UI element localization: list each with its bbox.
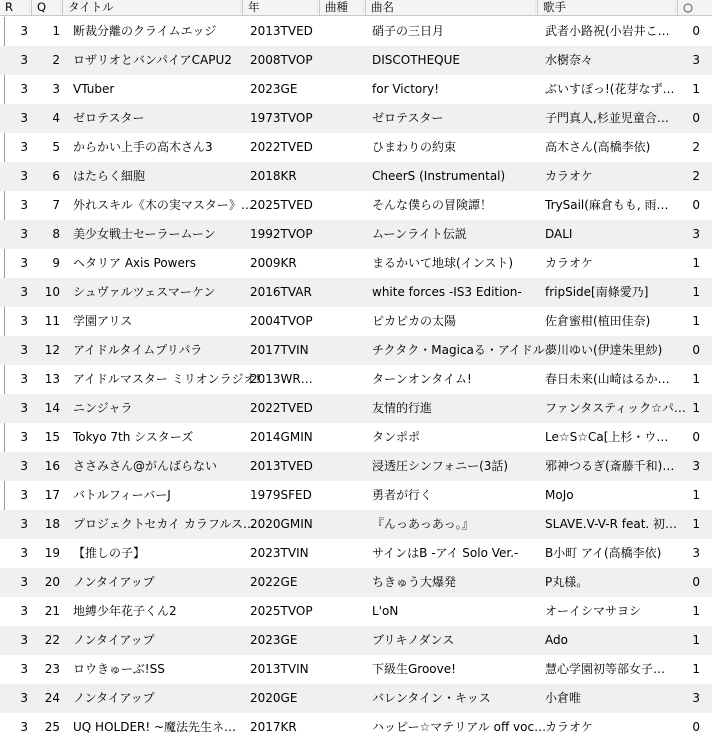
cell-title: アイドルマスター ミリオンラジオ! <box>73 372 261 386</box>
cell-r: 3 <box>20 430 28 444</box>
cell-mark: 1 <box>692 285 700 299</box>
table-row[interactable] <box>0 394 712 423</box>
cell-mark: 3 <box>692 691 700 705</box>
cell-singer: Le☆S☆Ca[上杉・ウ… <box>545 430 669 444</box>
cell-singer: TrySail(麻倉もも, 雨… <box>545 198 669 212</box>
cell-kind <box>324 626 364 655</box>
cell-singer: 慧心学園初等部女子… <box>545 662 666 676</box>
cell-r: 3 <box>20 720 28 734</box>
cell-kind <box>324 481 364 510</box>
cell-year: 1992TVOP <box>250 227 313 241</box>
cell-year: 2017KR <box>250 720 297 734</box>
cell-song: 友情的行進 <box>372 401 433 415</box>
cell-q: 16 <box>44 459 60 473</box>
cell-q: 14 <box>44 401 60 415</box>
table-row[interactable] <box>0 626 712 655</box>
table-row[interactable] <box>0 278 712 307</box>
cell-singer: 武者小路祝(小岩井こ… <box>545 24 670 38</box>
table-row[interactable] <box>0 46 712 75</box>
cell-q: 12 <box>44 343 60 357</box>
cell-title: からかい上手の高木さん3 <box>73 140 213 154</box>
cell-song: CheerS (Instrumental) <box>372 169 506 183</box>
column-header-singer[interactable]: 歌手 <box>538 0 678 16</box>
cell-mark: 1 <box>692 401 700 415</box>
cell-q: 13 <box>44 372 60 386</box>
cell-singer: 子門真人,杉並児童合… <box>545 111 669 125</box>
cell-title: 学園アリス <box>73 314 133 328</box>
cell-mark: 2 <box>692 140 700 154</box>
cell-title: ささみさん@がんばらない <box>73 459 218 473</box>
cell-singer: DALI <box>545 227 573 241</box>
cell-r: 3 <box>20 633 28 647</box>
cell-kind <box>324 684 364 713</box>
cell-singer: 高木さん(高橋李依) <box>545 140 651 154</box>
cell-year: 2017TVIN <box>250 343 309 357</box>
cell-song: サインはB -アイ Solo Ver.- <box>372 546 519 560</box>
cell-kind <box>324 423 364 452</box>
cell-singer: 佐倉蜜柑(植田佳奈) <box>545 314 651 328</box>
cell-singer: カラオケ <box>545 169 593 183</box>
cell-kind <box>324 539 364 568</box>
cell-kind <box>324 133 364 162</box>
cell-singer: Ado <box>545 633 568 647</box>
table-row[interactable] <box>0 597 712 626</box>
cell-title: ヘタリア Axis Powers <box>73 256 197 270</box>
cell-kind <box>324 162 364 191</box>
cell-title: 地縛少年花子くん2 <box>73 604 177 618</box>
cell-title: アイドルタイムプリパラ <box>73 343 203 357</box>
cell-q: 20 <box>44 575 60 589</box>
cell-r: 3 <box>20 691 28 705</box>
cell-q: 11 <box>44 314 60 328</box>
cell-song: ハッピー☆マテリアル off voc… <box>372 720 547 734</box>
cell-year: 2022TVED <box>250 401 313 415</box>
cell-singer: ファンタスティック☆パ… <box>545 401 686 415</box>
cell-kind <box>324 46 364 75</box>
cell-title: ロザリオとバンパイアCAPU2 <box>73 53 232 67</box>
cell-mark: 0 <box>692 720 700 734</box>
cell-kind <box>324 510 364 539</box>
table-row[interactable] <box>0 133 712 162</box>
cell-singer: fripSide[南條愛乃] <box>545 285 649 299</box>
cell-singer: MoJo <box>545 488 574 502</box>
table-row[interactable] <box>0 307 712 336</box>
cell-mark: 0 <box>692 575 700 589</box>
cell-r: 3 <box>20 285 28 299</box>
cell-song: そんな僕らの冒険譚！ <box>372 198 493 212</box>
cell-mark: 1 <box>692 372 700 386</box>
cell-year: 2014GMIN <box>250 430 313 444</box>
cell-singer: カラオケ <box>545 256 593 270</box>
cell-song: ターンオンタイム! <box>372 372 472 386</box>
cell-year: 2020GMIN <box>250 517 313 531</box>
cell-kind <box>324 597 364 626</box>
cell-q: 8 <box>52 227 60 241</box>
cell-kind <box>324 713 364 742</box>
column-header-title[interactable]: タイトル <box>63 0 243 16</box>
table-row[interactable] <box>0 684 712 713</box>
cell-mark: 3 <box>692 546 700 560</box>
cell-mark: 0 <box>692 111 700 125</box>
cell-mark: 1 <box>692 662 700 676</box>
cell-kind <box>324 365 364 394</box>
cell-kind <box>324 249 364 278</box>
cell-title: プロジェクトセカイ カラフルス… <box>73 517 256 531</box>
cell-mark: 3 <box>692 227 700 241</box>
cell-q: 7 <box>52 198 60 212</box>
cell-song: 硝子の三日月 <box>372 24 445 38</box>
cell-r: 3 <box>20 372 28 386</box>
cell-q: 21 <box>44 604 60 618</box>
cell-song: まるかいて地球(インスト) <box>372 256 514 270</box>
cell-mark: 1 <box>692 604 700 618</box>
cell-song: 勇者が行く <box>372 488 433 502</box>
cell-title: Tokyo 7th シスターズ <box>73 430 194 444</box>
table-row[interactable] <box>0 75 712 104</box>
cell-kind <box>324 75 364 104</box>
cell-title: バトルフィーバーJ <box>73 488 171 502</box>
cell-year: 2025TVOP <box>250 604 313 618</box>
cell-r: 3 <box>20 256 28 270</box>
cell-kind <box>324 104 364 133</box>
cell-year: 2013WR… <box>250 372 313 386</box>
cell-r: 3 <box>20 140 28 154</box>
cell-mark: 1 <box>692 488 700 502</box>
cell-mark: 0 <box>692 430 700 444</box>
cell-kind <box>324 17 364 46</box>
cell-q: 6 <box>52 169 60 183</box>
cell-song: DISCOTHEQUE <box>372 53 460 67</box>
cell-year: 2013TVIN <box>250 662 309 676</box>
table-row[interactable] <box>0 423 712 452</box>
table-row[interactable] <box>0 162 712 191</box>
column-header-q[interactable]: Q <box>32 0 63 16</box>
cell-song: for Victory! <box>372 82 440 96</box>
cell-title: VTuber <box>73 82 115 96</box>
cell-q: 15 <box>44 430 60 444</box>
table-row[interactable] <box>0 17 712 46</box>
cell-title: ロウきゅーぶ!SS <box>73 662 165 676</box>
cell-title: はたらく細胞 <box>73 169 146 183</box>
cell-song: ピカピカの太陽 <box>372 314 457 328</box>
cell-song: ムーンライト伝説 <box>372 227 467 241</box>
cell-kind <box>324 307 364 336</box>
column-header-r[interactable]: R <box>0 0 32 16</box>
cell-q: 18 <box>44 517 60 531</box>
cell-year: 1979SFED <box>250 488 312 502</box>
cell-kind <box>324 191 364 220</box>
cell-r: 3 <box>20 517 28 531</box>
cell-year: 1973TVOP <box>250 111 313 125</box>
cell-song: ちきゅう大爆発 <box>372 575 457 589</box>
cell-kind <box>324 336 364 365</box>
cell-song: タンポポ <box>372 430 421 444</box>
cell-kind <box>324 278 364 307</box>
cell-mark: 2 <box>692 169 700 183</box>
cell-mark: 0 <box>692 198 700 212</box>
list-rows <box>0 17 712 742</box>
cell-song: 浸透圧シンフォニー(3話) <box>372 459 509 473</box>
cell-r: 3 <box>20 24 28 38</box>
cell-kind <box>324 394 364 423</box>
table-row[interactable] <box>0 336 712 365</box>
column-header-kind[interactable]: 曲種 <box>320 0 366 16</box>
cell-q: 17 <box>44 488 60 502</box>
table-row[interactable] <box>0 104 712 133</box>
cell-r: 3 <box>20 459 28 473</box>
cell-title: ノンタイアップ <box>73 575 155 589</box>
table-row[interactable] <box>0 713 712 742</box>
cell-song: バレンタイン・キッス <box>372 691 491 705</box>
table-row[interactable] <box>0 220 712 249</box>
cell-song: 下級生Groove! <box>372 662 456 676</box>
cell-r: 3 <box>20 343 28 357</box>
cell-singer: 夢川ゆい(伊達朱里紗) <box>545 343 663 357</box>
cell-r: 3 <box>20 169 28 183</box>
cell-q: 9 <box>52 256 60 270</box>
cell-year: 2008TVOP <box>250 53 313 67</box>
cell-mark: 0 <box>692 343 700 357</box>
cell-singer: SLAVE.V-V-R feat. 初… <box>545 517 678 531</box>
cell-singer: P丸様。 <box>545 575 589 589</box>
cell-q: 4 <box>52 111 60 125</box>
cell-r: 3 <box>20 227 28 241</box>
cell-q: 23 <box>44 662 60 676</box>
cell-singer: B小町 アイ(高橋李依) <box>545 546 662 560</box>
cell-r: 3 <box>20 314 28 328</box>
cell-year: 2018KR <box>250 169 297 183</box>
cell-year: 2025TVED <box>250 198 313 212</box>
cell-year: 2009KR <box>250 256 297 270</box>
cell-mark: 3 <box>692 53 700 67</box>
cell-title: ノンタイアップ <box>73 691 155 705</box>
cell-title: ゼロテスター <box>73 111 145 125</box>
cell-kind <box>324 568 364 597</box>
table-row[interactable] <box>0 481 712 510</box>
cell-year: 2023GE <box>250 633 298 647</box>
cell-q: 22 <box>44 633 60 647</box>
cell-kind <box>324 452 364 481</box>
cell-singer: ぶいすぽっ!(花芽なず… <box>545 82 675 96</box>
cell-kind <box>324 220 364 249</box>
cell-singer: 水樹奈々 <box>545 53 594 67</box>
cell-kind <box>324 655 364 684</box>
cell-mark: 1 <box>692 633 700 647</box>
cell-song: ゼロテスター <box>372 111 444 125</box>
cell-song: L'oN <box>372 604 399 618</box>
table-row[interactable] <box>0 249 712 278</box>
table-row[interactable] <box>0 510 712 539</box>
cell-q: 10 <box>44 285 60 299</box>
column-header-mark[interactable]: ○ <box>683 0 694 14</box>
table-row[interactable] <box>0 655 712 684</box>
cell-mark: 1 <box>692 314 700 328</box>
cell-q: 25 <box>44 720 60 734</box>
cell-r: 3 <box>20 82 28 96</box>
cell-r: 3 <box>20 604 28 618</box>
cell-r: 3 <box>20 575 28 589</box>
cell-r: 3 <box>20 401 28 415</box>
column-header-song[interactable]: 曲名 <box>366 0 538 16</box>
cell-singer: 小倉唯 <box>545 691 582 705</box>
cell-song: チクタク・Magicaる・アイドル… <box>372 343 557 357</box>
cell-year: 2023GE <box>250 82 298 96</box>
cell-title: UQ HOLDER! ~魔法先生ネ… <box>73 720 237 734</box>
cell-year: 2004TVOP <box>250 314 313 328</box>
cell-q: 19 <box>44 546 60 560</box>
cell-title: ニンジャラ <box>73 401 133 415</box>
column-header-year[interactable]: 年 <box>243 0 320 16</box>
cell-title: シュヴァルツェスマーケン <box>73 285 216 299</box>
cell-year: 2013TVED <box>250 24 313 38</box>
cell-singer: 邪神つるぎ(斎藤千和)… <box>545 459 675 473</box>
cell-song: 『んっあっあっ。』 <box>372 517 474 531</box>
cell-song: ひまわりの約束 <box>372 140 457 154</box>
cell-mark: 1 <box>692 517 700 531</box>
cell-mark: 3 <box>692 459 700 473</box>
cell-title: 【推しの子】 <box>73 546 146 560</box>
cell-singer: カラオケ <box>545 720 593 734</box>
cell-year: 2016TVAR <box>250 285 312 299</box>
table-row[interactable] <box>0 191 712 220</box>
cell-year: 2022TVED <box>250 140 313 154</box>
cell-singer: オーイシマサヨシ <box>545 604 642 618</box>
cell-mark: 1 <box>692 82 700 96</box>
cell-title: 断裁分離のクライムエッジ <box>73 24 217 38</box>
cell-r: 3 <box>20 546 28 560</box>
cell-singer: 春日未来(山崎はるか… <box>545 372 670 386</box>
cell-mark: 1 <box>692 256 700 270</box>
cell-year: 2023TVIN <box>250 546 309 560</box>
column-header-bar <box>0 0 712 16</box>
cell-q: 2 <box>52 53 60 67</box>
cell-q: 24 <box>44 691 60 705</box>
cell-r: 3 <box>20 53 28 67</box>
cell-song: ブリキノダンス <box>372 633 455 647</box>
cell-q: 1 <box>52 24 60 38</box>
cell-song: white forces -IS3 Edition- <box>372 285 522 299</box>
cell-q: 5 <box>52 140 60 154</box>
table-row[interactable] <box>0 452 712 481</box>
cell-r: 3 <box>20 198 28 212</box>
cell-r: 3 <box>20 111 28 125</box>
cell-title: 外れスキル《木の実マスター》… <box>73 198 253 212</box>
cell-title: 美少女戦士セーラームーン <box>73 227 216 241</box>
cell-q: 3 <box>52 82 60 96</box>
table-row[interactable] <box>0 568 712 597</box>
cell-r: 3 <box>20 662 28 676</box>
cell-year: 2013TVED <box>250 459 313 473</box>
cell-r: 3 <box>20 488 28 502</box>
cell-year: 2020GE <box>250 691 298 705</box>
table-row[interactable] <box>0 365 712 394</box>
cell-mark: 0 <box>692 24 700 38</box>
cell-title: ノンタイアップ <box>73 633 155 647</box>
table-row[interactable] <box>0 539 712 568</box>
cell-year: 2022GE <box>250 575 298 589</box>
